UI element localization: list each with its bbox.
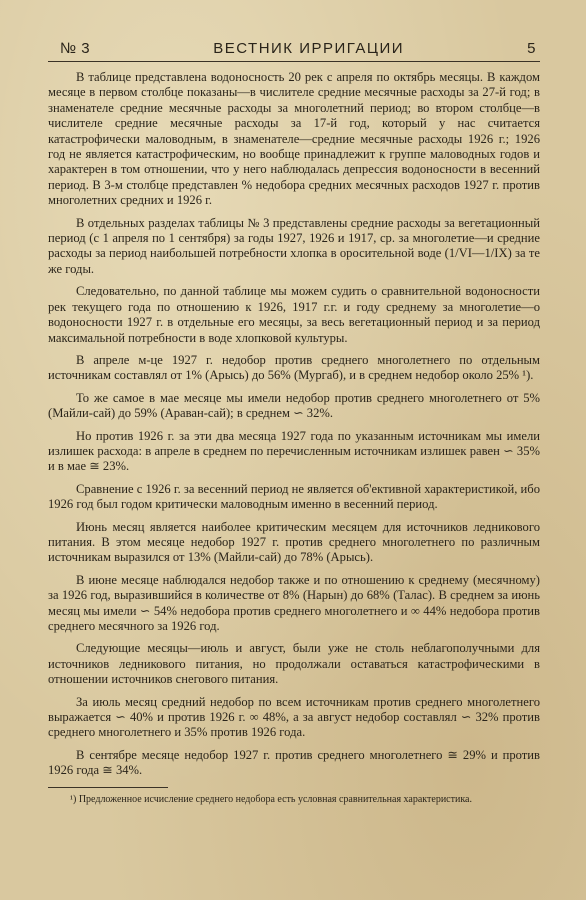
paragraph: В сентябре месяце недобор 1927 г. против среднего многолетнего ≅ 29% и против 1926 года ≅ 34%. xyxy=(48,747,540,778)
paragraph: Следовательно, по данной таблице мы можем судить о сравнительной водоносности рек текущего года по отношению к 1926, 1917 г.г. и году среднему за многолетие—о водоносности 1927 г. в отдельные его месяцы, за весь вегетационный период и за период максимальной потребности в воде хлопковой культуры. xyxy=(48,284,540,345)
journal-title: ВЕСТНИК ИРРИГАЦИИ xyxy=(213,40,405,57)
page-number: 5 xyxy=(527,40,536,57)
paragraph: В таблице представлена водоносность 20 рек с апреля по октябрь месяцы. В каждом месяце в первом столбце показаны—в числителе средние месячные расходы за 27-й год; в знаменателе средние месячные расходы за многолетний период; во втором столбце—в числителе средние месячные расходы за 17-й год, который у нас считается катастрофически маловодным, в знаменателе—средние месячные расходы 1926 г.; 1926 год не является катастрофическим, но вообще принадлежит к группе маловодных годов и характерен в том отношении, что у него наблюдалась депрессия водоносности в весенний период. В 3-м столбце представлен % недобора средних месячных расходов 1927 г. против многолетних средних и 1926 г. xyxy=(48,70,540,208)
page-header xyxy=(48,40,540,62)
article-body xyxy=(48,70,540,779)
paragraph: В июне месяце наблюдался недобор также и по отношению к среднему (месячному) за 1926 год, выразившийся в количестве от 8% (Нарын) до 68% (Талас). В среднем за июнь месяц мы имели ∽ 54% недобора против среднего многолетнего и ∞ 44% недобора против среднего месячного за 1926 год. xyxy=(48,572,540,633)
paragraph: За июль месяц средний недобор по всем источникам против среднего многолетнего выражается ∽ 40% и против 1926 г. ∞ 48%, а за август недобор составлял ∽ 32% против среднего многолетнего и 35% против 1926 года. xyxy=(48,694,540,740)
paragraph: Сравнение с 1926 г. за весенний период не является об'ективной характеристикой, ибо 1926 год был годом критически маловодным именно в весенний период. xyxy=(48,481,540,512)
paragraph: В апреле м-це 1927 г. недобор против среднего многолетнего по отдельным источникам составлял от 1% (Арысь) до 56% (Мургаб), и в среднем недобор около 25% ¹). xyxy=(48,352,540,383)
footnote: ¹) Предложенное исчисление среднего недобора есть условная сравнительная характеристика. xyxy=(70,793,472,805)
issue-number: № 3 xyxy=(60,40,91,57)
paragraph: То же самое в мае месяце мы имели недобор против среднего многолетнего от 5% (Майли-сай) до 59% (Араван-сай); в среднем ∽ 32%. xyxy=(48,390,540,421)
paragraph: Следующие месяцы—июль и август, были уже не столь неблагополучными для источников ледникового питания, но продолжали оставаться катастрофическими в отношении источников снегового питания. xyxy=(48,641,540,687)
paragraph: В отдельных разделах таблицы № 3 представлены средние расходы за вегетационный период (с 1 апреля по 1 сентября) за годы 1927, 1926 и 1917, ср. за многолетие—и средние расходы за период наибольшей потребности хлопка в оросительной воде (1/VI—1/IX) за те же годы. xyxy=(48,215,540,276)
footnote-divider xyxy=(48,787,168,788)
paragraph: Июнь месяц является наиболее критическим месяцем для источников ледникового питания. В этом месяце недобор 1927 г. против среднего многолетнего по различным источникам выразился от 13% (Майли-сай) до 78% (Арысь). xyxy=(48,519,540,565)
paragraph: Но против 1926 г. за эти два месяца 1927 года по указанным источникам мы имели излишек расхода: в апреле в среднем по перечисленным источникам излишек равен ∽ 35% и в мае ≅ 23%. xyxy=(48,428,540,474)
